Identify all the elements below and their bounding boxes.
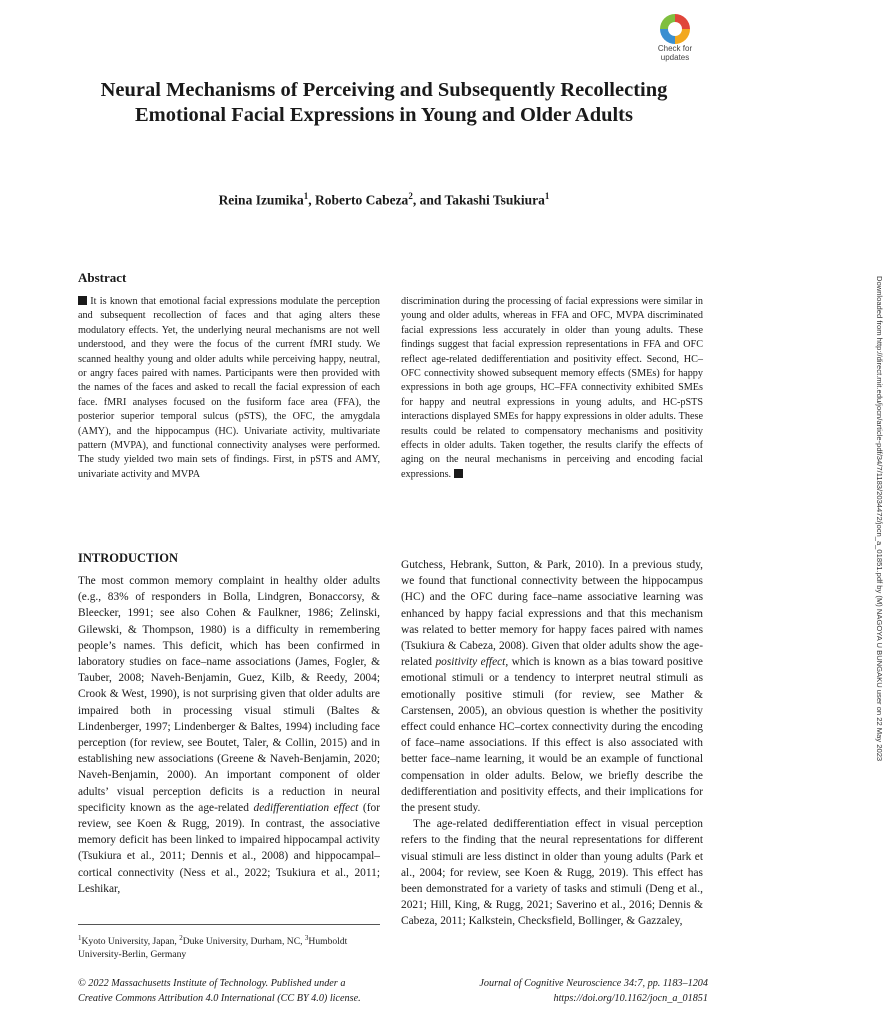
affiliation-text: Duke University, Durham, NC,: [182, 936, 305, 948]
affiliation-footnote: [78, 932, 380, 961]
copyright-notice: [78, 976, 408, 1006]
author-separator: , and: [412, 192, 445, 208]
badge-line-2: updates: [660, 53, 690, 62]
author-separator: ,: [308, 192, 315, 208]
affiliation-text: Humboldt University-Berlin, Germany: [78, 936, 348, 961]
copyright-line: © 2022 Massachusetts Institute of Technology. Published under a: [78, 978, 346, 989]
author-name: Reina Izumika: [218, 192, 304, 208]
body-column-left: [78, 573, 380, 897]
affiliation-text: Kyoto University, Japan,: [81, 936, 180, 948]
section-start-square-icon: [78, 296, 87, 305]
download-watermark: Downloaded from http://direct.mit.edu/jocn/article-pdf/34/7/1183/2034472/jocn_a_01851.pdf by (M) NAGOYA U BUNGAKU user on 22 May 2023: [875, 276, 884, 762]
paper-title: Neural Mechanisms of Perceiving and Subsequently Recollecting Emotional Facial Expressions in Young and Older Adults: [100, 79, 668, 126]
author-list: [60, 191, 708, 209]
copyright-line: Creative Commons Attribution 4.0 International (CC BY 4.0) license.: [78, 993, 361, 1004]
introduction-heading: INTRODUCTION: [78, 551, 179, 565]
check-for-updates-badge[interactable]: [648, 14, 702, 70]
emphasis-text: dedifferentiation effect: [253, 801, 359, 814]
paragraph: [78, 573, 380, 897]
section-end-square-icon: [454, 469, 463, 478]
affiliation-mark: 2: [179, 934, 183, 942]
affiliation-mark: 1: [544, 191, 550, 201]
body-text: (for review, see Koen & Rugg, 2019). In contrast, the associative memory deficit has been linked to impaired hippocampal activity (Tsukiura et al., 2011; Dennis et al., 2008) and hippocampal–cortical connectivity (Ness et al., 2022; Tsukiura et al., 2011; Leshikar,: [78, 801, 380, 895]
emphasis-text: positivity effect: [435, 656, 506, 669]
journal-reference: Journal of Cognitive Neuroscience 34:7, pp. 1183–1204: [479, 978, 708, 989]
affiliation-mark: 3: [304, 934, 309, 942]
body-text: The most common memory complaint in healthy older adults (e.g., 83% of responders in Bolla, Lindgren, Bonaccorsy, & Bleecker, 1991; see also Cohen & Faulkner, 1986; Zelinski, Gilewski, & Thompson, 1980) is a difficulty in remembering people’s names. This deficit, which has been confirmed in laboratory studies on face–name associations (James, Fogler, & Tauber, 2008; Naveh-Benjamin, Guez, Kilb, & Reedy, 2004; Crook & West, 1990), is not surprising given that older adults are impaired both in processing visual stimuli (Baltes & Lindenberger, 1997; Lindenberger & Baltes, 1994) including face perception (for review, see Boutet, Taler, & Collin, 2015) and in establishing new associations (Greene & Naveh-Benjamin, 2020; Naveh-Benjamin, 2000). An important component of older adults’ visual perception deficits is a reduction in neural specificity known as the age-related: [78, 575, 380, 814]
author-name: Roberto Cabeza: [314, 192, 409, 208]
abstract-column-left: [78, 295, 380, 482]
journal-citation: [400, 976, 708, 1006]
paragraph: The age-related dedifferentiation effect in visual perception refers to the finding that the neural representations for different visual stimuli are less distinct in older than young adults (Park et al., 2004; for review, see Koen & Rugg, 2019). This effect has been demonstrated for a variety of tasks and stimuli (Deng et al., 2021; Hill, King, & Rugg, 2021; Saverino et al., 2016; Dennis & Cabeza, 2011; Kalkstein, Checksfield, Bollinger, & Gazzaley,: [401, 818, 703, 928]
body-text: , which is known as a bias toward positive emotional stimuli or a tendency to interpret neutral stimuli as emotionally positive stimuli (for review, see Mather & Carstensen, 2005), an obvious question is whether the positivity effect could enhance HC–cortex connectivity during the encoding of face–name associations. If this effect is also associated with better face–name learning, it would be an example of functional compensation in older adults. Below, we briefly describe the dedifferentiation and positivity effects, and their implications for the present study.: [401, 656, 703, 815]
footnote-divider: [78, 924, 380, 925]
abstract-text-left: It is known that emotional facial expressions modulate the perception and subsequent recollection of faces and that aging alters these modulatory effects. Yet, the underlying neural mechanisms are not well understood, and they were the focus of the current fMRI study. We scanned healthy young and older adults while perceiving happy, neutral, or angry faces paired with names. Participants were then provided with the names of the faces and asked to recall the facial expression of each face. fMRI analyses focused on the fusiform face area (FFA), the posterior superior temporal sulcus (pSTS), the OFC, the amygdala (AMY), and the hippocampus (HC). Univariate activity, multivariate pattern (MVPA), and functional connectivity analyses were performed. The study yielded two main sets of findings. First, in pSTS and AMY, univariate activity and MVPA: [78, 296, 380, 480]
doi-link[interactable]: https://doi.org/10.1162/jocn_a_01851: [553, 993, 708, 1004]
affiliation-mark: 2: [408, 191, 413, 201]
body-column-right: [401, 557, 703, 930]
body-text: Gutchess, Hebrank, Sutton, & Park, 2010). In a previous study, we found that functional connectivity between the hippocampus (HC) and the OFC during face–name associative learning was enhanced by happy facial expressions and that this mechanism was related to better memory for happy faces paired with names (Tsukiura & Cabeza, 2008). Given that older adults show the age-related: [401, 559, 703, 669]
paragraph: [401, 557, 703, 816]
author-name: Takashi Tsukiura: [444, 192, 545, 208]
crossmark-icon: [660, 14, 690, 44]
abstract-column-right: [401, 295, 703, 482]
badge-line-1: Check for: [657, 44, 693, 53]
affiliation-mark: 1: [303, 191, 309, 201]
affiliation-mark: 1: [78, 934, 82, 942]
abstract-heading: Abstract: [78, 270, 127, 285]
abstract-text-right: discrimination during the processing of facial expressions were similar in young and older adults, whereas in FFA and OFC, MVPA discriminated facial expressions less accurately in older than young adults. These findings suggest that facial expression representations in FFA and OFC reflect age-related dedifferentiation and positivity effect. Second, HC–OFC connectivity showed subsequent memory effects (SMEs) for happy expressions in both age groups, HC–FFA connectivity exhibited SMEs for happy and neutral expressions in young adults, and HC-pSTS interactions displayed SMEs for happy expressions in older adults. These results could be related to compensatory mechanisms and positivity effects in older adults. Taken together, the results clarify the effects of aging on the neural mechanisms in perceiving and encoding facial expressions.: [401, 296, 703, 480]
